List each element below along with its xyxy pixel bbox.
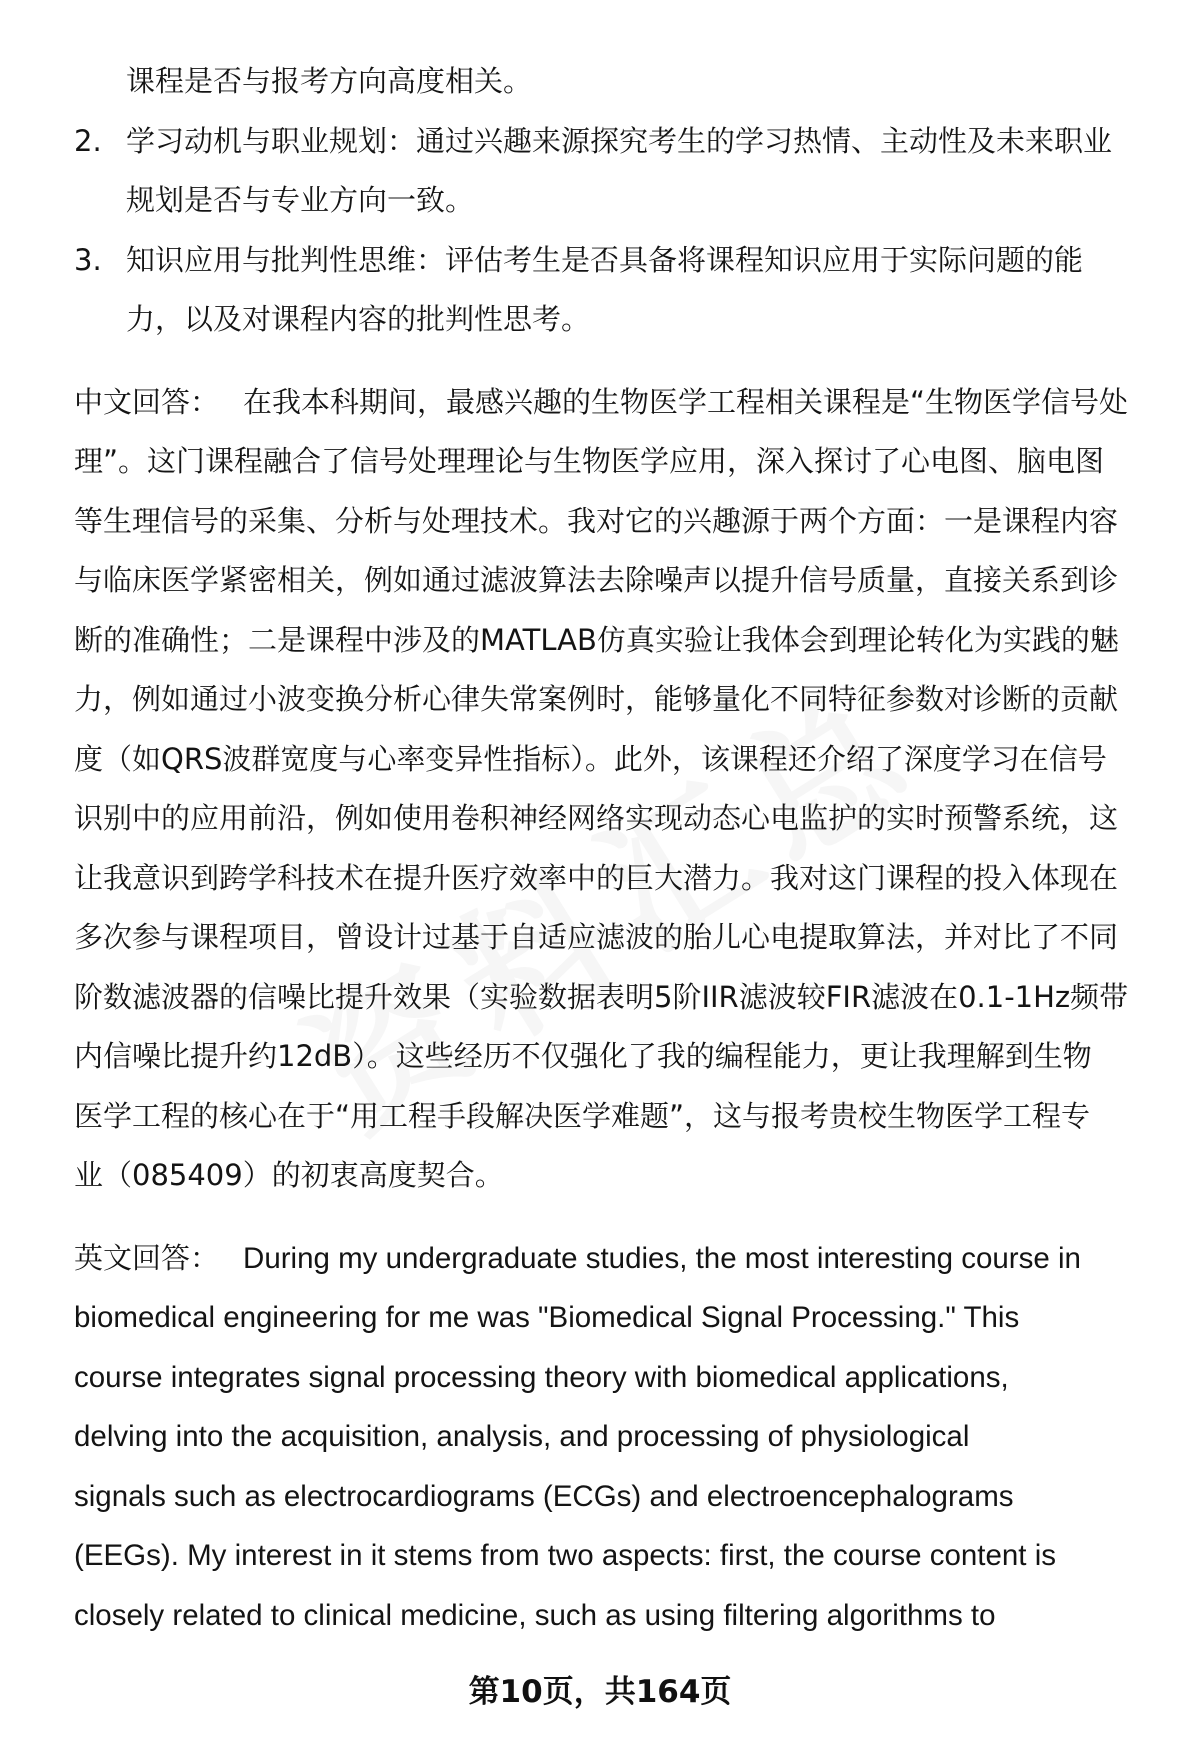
list-item-text: 知识应用与批判性思维：评估考生是否具备将课程知识应用于实际问题的能 bbox=[126, 242, 1084, 277]
list-item-3 bbox=[64, 231, 1154, 291]
paragraph-line: 度（如QRS波群宽度与心率变异性指标）。此外，该课程还介绍了深度学习在信号 bbox=[74, 741, 1107, 776]
chinese-answer-label: 中文回答： bbox=[74, 384, 220, 419]
paragraph-line: closely related to clinical medicine, such as using filtering algorithms to bbox=[74, 1598, 996, 1632]
page-content bbox=[74, 52, 1154, 1645]
list-item-continuation bbox=[74, 52, 1154, 112]
paragraph-line: 识别中的应用前沿，例如使用卷积神经网络实现动态心电监护的实时预警系统，这 bbox=[74, 801, 1119, 835]
paragraph-line: 医学工程的核心在于“用工程手段解决医学难题”，这与报考贵校生物医学工程专 bbox=[74, 1098, 1091, 1133]
paragraph-line: 在我本科期间，最感兴趣的生物医学工程相关课程是“生物医学信号处 bbox=[243, 384, 1129, 419]
paragraph-line: 让我意识到跨学科技术在提升医疗效率中的巨大潜力。我对这门课程的投入体现在 bbox=[74, 860, 1119, 895]
paragraph-line: (EEGs). My interest in it stems from two aspects: first, the course content is bbox=[74, 1539, 1056, 1572]
paragraph-line: signals such as electrocardiograms (ECGs) and electroencephalograms bbox=[74, 1479, 1014, 1513]
list-item-text: 力，以及对课程内容的批判性思考。 bbox=[126, 302, 591, 336]
chinese-answer-paragraph bbox=[74, 373, 1154, 1206]
paragraph-line: 多次参与课程项目，曾设计过基于自适应滤波的胎儿心电提取算法，并对比了不同 bbox=[74, 920, 1119, 954]
paragraph-line: biomedical engineering for me was "Biomedical Signal Processing." This bbox=[74, 1301, 1020, 1334]
list-item-number: 3. bbox=[74, 242, 102, 277]
paragraph-line: 内信噪比提升约12dB）。这些经历不仅强化了我的编程能力，更让我理解到生物 bbox=[74, 1039, 1092, 1073]
list-item-number: 2. bbox=[74, 123, 102, 158]
paragraph-line: 等生理信号的采集、分析与处理技术。我对它的兴趣源于两个方面：一是课程内容 bbox=[74, 503, 1119, 538]
paragraph-line: During my undergraduate studies, the most interesting course in bbox=[243, 1241, 1081, 1275]
paragraph-line: delving into the acquisition, analysis, and processing of physiological bbox=[74, 1420, 970, 1453]
list-item-2 bbox=[64, 112, 1154, 172]
list-item-text: 课程是否与报考方向高度相关。 bbox=[126, 64, 533, 98]
list-item-text: 规划是否与专业方向一致。 bbox=[126, 183, 475, 217]
paragraph-line: 阶数滤波器的信噪比提升效果（实验数据表明5阶IIR滤波较FIR滤波在0.1-1Hz频带 bbox=[74, 979, 1129, 1014]
list-item-text: 学习动机与职业规划：通过兴趣来源探究考生的学习热情、主动性及未来职业 bbox=[126, 123, 1113, 158]
paragraph-line: 与临床医学紧密相关，例如通过滤波算法去除噪声以提升信号质量，直接关系到诊 bbox=[74, 563, 1119, 597]
list-item-3-continuation bbox=[74, 290, 1154, 350]
paragraph-line: 业（085409）的初衷高度契合。 bbox=[74, 1158, 504, 1192]
paragraph-line: 断的准确性；二是课程中涉及的MATLAB仿真实验让我体会到理论转化为实践的魅 bbox=[74, 622, 1119, 657]
english-answer-paragraph bbox=[74, 1229, 1154, 1646]
english-answer-label: 英文回答： bbox=[74, 1240, 220, 1275]
paragraph-line: course integrates signal processing theory with biomedical applications, bbox=[74, 1360, 1009, 1394]
paragraph-line: 理”。这门课程融合了信号处理理论与生物医学应用，深入探讨了心电图、脑电图 bbox=[74, 444, 1105, 478]
paragraph-line: 力，例如通过小波变换分析心律失常案例时，能够量化不同特征参数对诊断的贡献 bbox=[74, 682, 1119, 716]
page-number-footer: 第10页，共164页 bbox=[468, 1674, 732, 1710]
list-item-2-continuation bbox=[74, 171, 1154, 231]
